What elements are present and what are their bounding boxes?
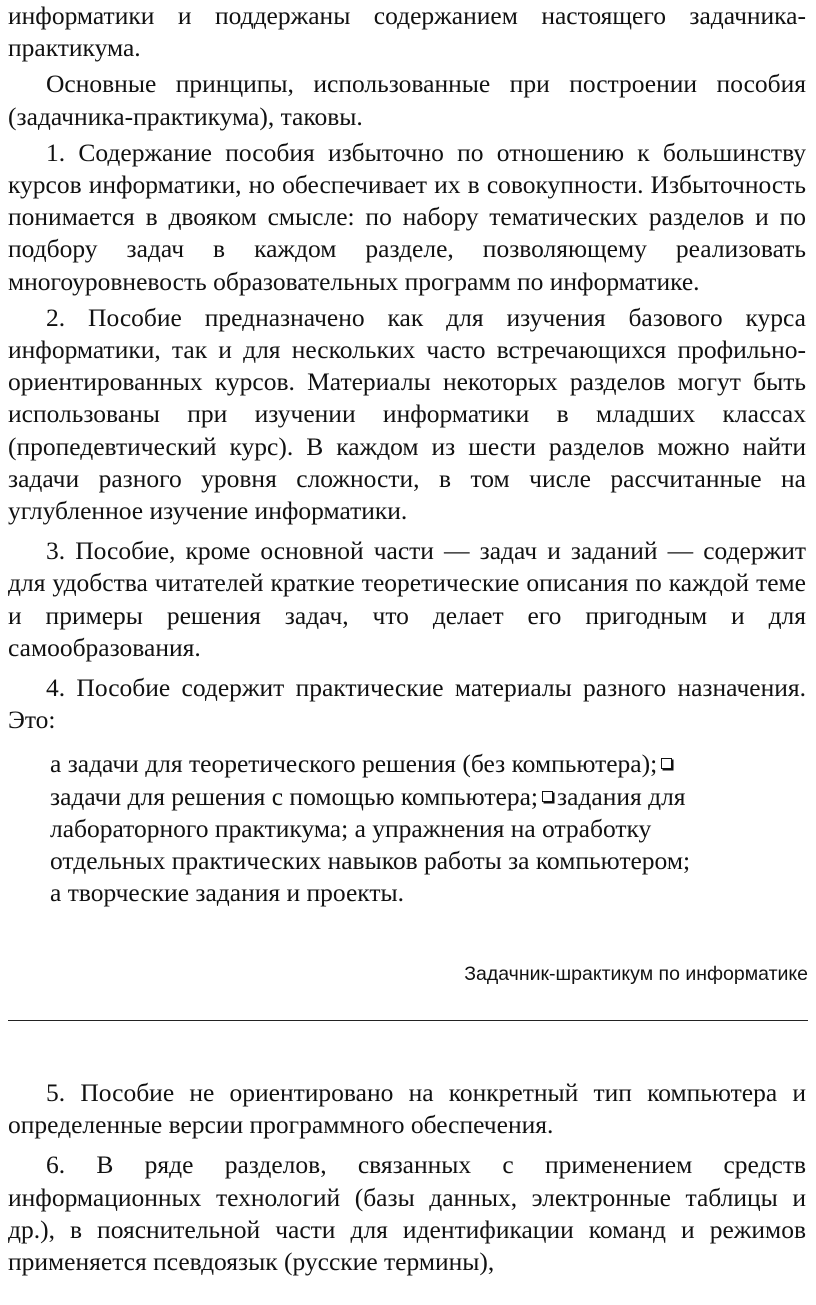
intro-continuation: информатики и поддержаны содержанием настоящего задачника-практикума. xyxy=(8,1,806,63)
principle-5: 5. Пособие не ориентировано на конкретный тип компьютера и определенные версии программного обеспечения. xyxy=(8,1078,806,1140)
list-line: отдельных практических навыков работы за компьютером; xyxy=(50,846,691,876)
principles-intro: Основные принципы, использованные при построении пособия (задачника-практикума), таковы. xyxy=(8,69,806,131)
principle-2: 2. Пособие предназначено как для изучения базового курса информатики, так и для нескольких часто встречающихся профильно-ориентированных курсов. Материалы некоторых разделов могут быть использованы при изучении информатики в младших классах (пропедевтический курс). В каждом из шести разделов можно найти задачи разного уровня сложности, в том числе рассчитанные на углубленное изучение информатики. xyxy=(8,302,806,526)
list-line: а творческие задания и проекты. xyxy=(50,878,404,908)
page-1-body xyxy=(8,0,806,909)
principle-4: 4. Пособие содержит практические материалы разного назначения. Это: xyxy=(8,673,806,735)
principle-1: 1. Содержание пособия избыточно по отношению к большинству курсов информатики, но обеспечивает их в совокупности. Избыточность понимается в двояком смысле: по набору тематических разделов и по подбору задач в каждом разделе, позволяющему реализовать многоуровневость образовательных программ по информатике. xyxy=(8,137,806,296)
list-line xyxy=(50,748,806,780)
list-item-text: задания для xyxy=(557,781,686,811)
list-item-text: задачи для решения с помощью компьютера; xyxy=(50,781,539,811)
list-item-text: а задачи для теоретического решения (без компьютера); xyxy=(50,749,658,779)
list-line: лабораторного практикума; а упражнения на отработку xyxy=(50,813,652,843)
page-2-body xyxy=(8,1077,806,1278)
principle-3: 3. Пособие, кроме основной части — задач и заданий — содержит для удобства читателей краткие теоретические описания по каждой теме и примеры решения задач, что делает его пригодным и для самообразования. xyxy=(8,536,806,662)
materials-list xyxy=(50,748,806,909)
list-line xyxy=(50,781,806,813)
principle-6: 6. В ряде разделов, связанных с применением средств информационных технологий (базы данных, электронные таблицы и др.), в пояснительной части для идентификации команд и режимов применяется псевдоязык (русские термины), xyxy=(8,1150,806,1277)
checkbox-bullet-icon xyxy=(661,758,672,769)
running-footer-title: Задачник-шрактикум по информатике xyxy=(464,963,808,985)
checkbox-bullet-icon xyxy=(542,791,553,802)
page-divider xyxy=(8,1020,808,1021)
